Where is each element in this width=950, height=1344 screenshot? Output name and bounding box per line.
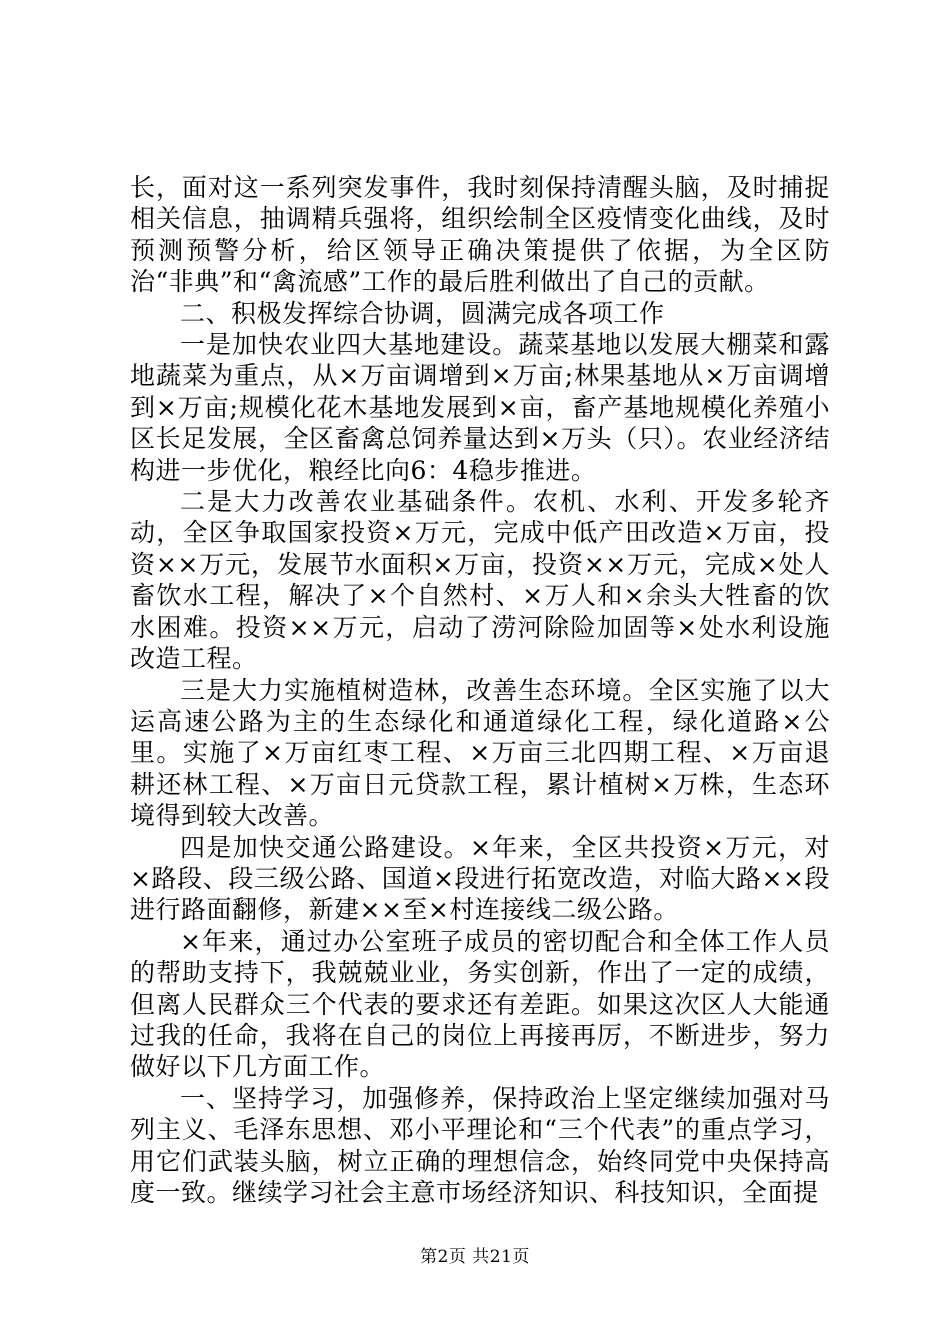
- document-body: [130, 172, 830, 1208]
- page-footer: 第2页 共21页: [420, 1247, 530, 1267]
- section-heading-2: 二、积极发挥综合协调，圆满完成各项工作: [180, 298, 665, 328]
- paragraph-agriculture-bases: 一是加快农业四大基地建设。蔬菜基地以发展大棚菜和露地蔬菜为重点，从×万亩调增到×万亩;林果基地从×万亩调增到×万亩;规模化花木基地发展到×亩，畜产基地规模化养殖小区长足发展，全区畜禽总饲养量达到×万头（只）。农业经济结构进一步优化，粮经比向6：4稳步推进。: [130, 330, 830, 485]
- paragraph-afforestation: 三是大力实施植树造林，改善生态环境。全区实施了以大运高速公路为主的生态绿化和通道绿化工程，绿化道路×公里。实施了×万亩红枣工程、×万亩三北四期工程、×万亩退耕还林工程、×万亩日元贷款工程，累计植树×万株，生态环境得到较大改善。: [130, 675, 830, 831]
- paragraph-road-construction: 四是加快交通公路建设。×年来，全区共投资×万元，对×路段、段三级公路、国道×段进行拓宽改造，对临大路××段进行路面翻修，新建××至×村连接线二级公路。: [130, 832, 830, 925]
- paragraph-agriculture-infrastructure: 二是大力改善农业基础条件。农机、水利、开发多轮齐动，全区争取国家投资×万元，完成中低产田改造×万亩，投资××万元，发展节水面积×万亩，投资××万元，完成×处人畜饮水工程，解决了×个自然村、×万人和×余头大牲畜的饮水困难。投资××万元，启动了涝河除险加固等×处水利设施改造工程。: [130, 487, 830, 674]
- paragraph-summary: ×年来，通过办公室班子成员的密切配合和全体工作人员的帮助支持下，我兢兢业业，务实创新，作出了一定的成绩，但离人民群众三个代表的要求还有差距。如果这次区人大能通过我的任命，我将在自己的岗位上再接再厉，不断进步，努力做好以下几方面工作。: [130, 926, 830, 1082]
- paragraph-study: 一、坚持学习，加强修养，保持政治上坚定继续加强对马列主义、毛泽东思想、邓小平理论和“三个代表”的重点学习，用它们武装头脑，树立正确的理想信念，始终同党中央保持高度一致。继续学习社会主意市场经济知识、科技知识，全面提: [130, 1083, 830, 1207]
- paragraph-1: 长，面对这一系列突发事件，我时刻保持清醒头脑，及时捕捉相关信息，抽调精兵强将，组织绘制全区疫情变化曲线，及时预测预警分析，给区领导正确决策提供了依据，为全区防治“非典”和“禽流感”工作的最后胜利做出了自己的贡献。: [130, 173, 830, 297]
